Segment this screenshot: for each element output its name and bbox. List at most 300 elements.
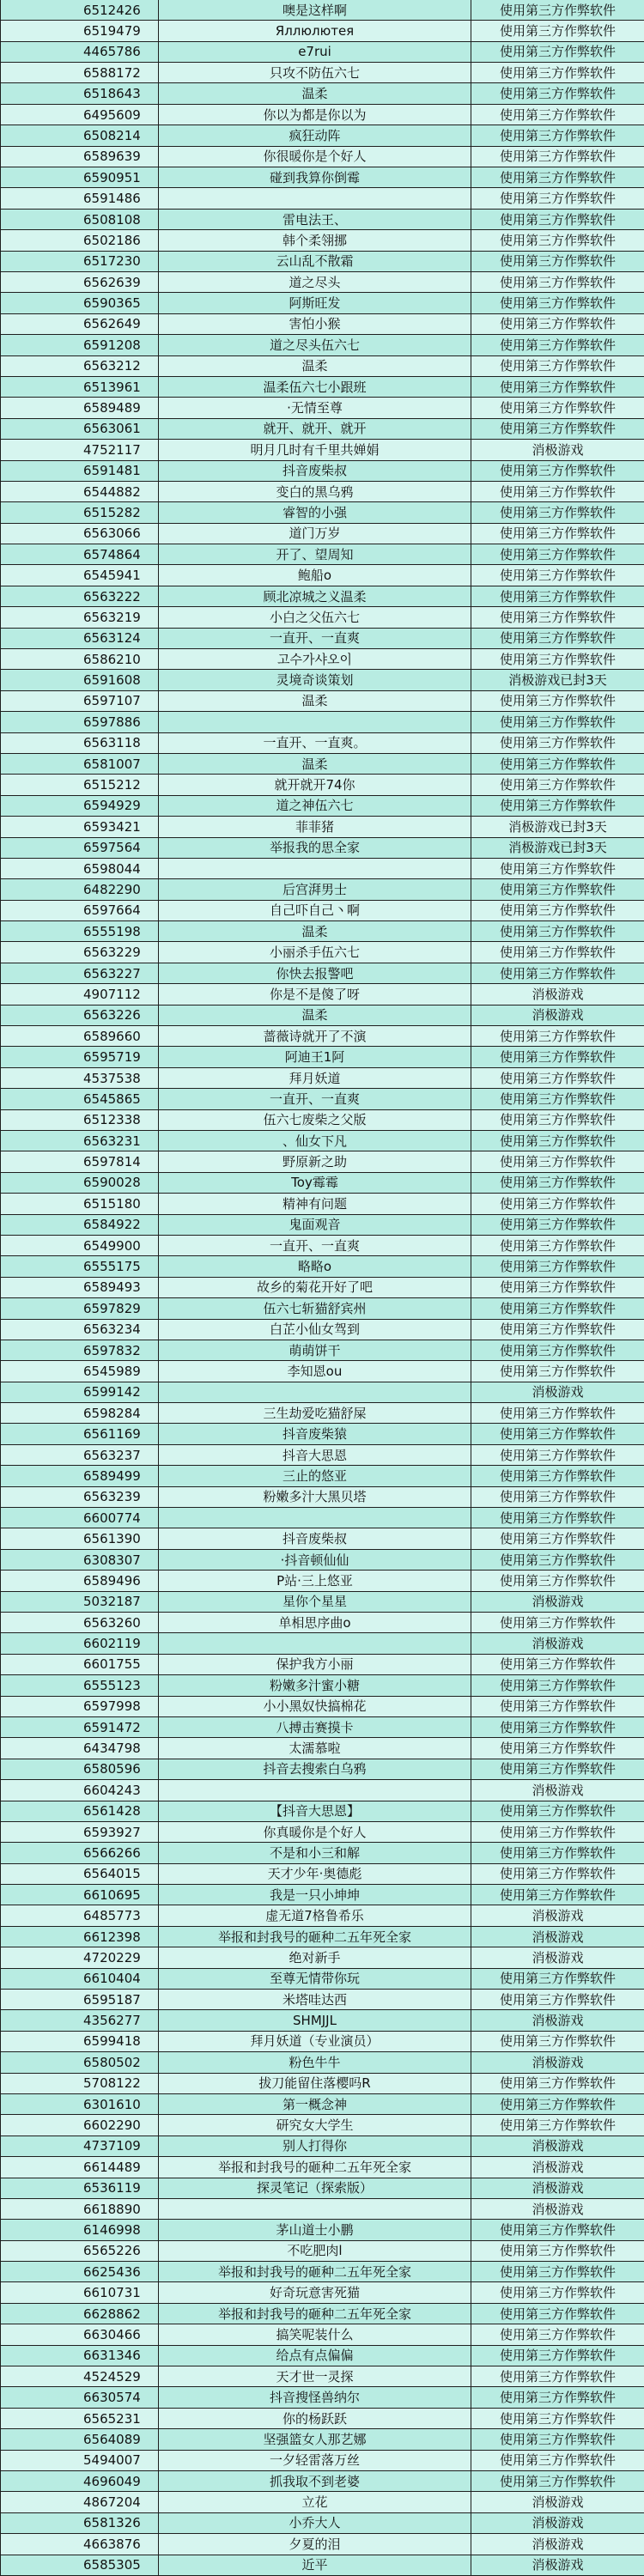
ban-reason-cell: 使用第三方作弊软件 (471, 2282, 644, 2303)
player-id-cell: 6604243 (1, 1780, 159, 1801)
ban-reason-cell: 使用第三方作弊软件 (471, 460, 644, 481)
table-row (1, 1843, 644, 1863)
ban-reason-cell: 使用第三方作弊软件 (471, 188, 644, 209)
ban-reason-cell: 使用第三方作弊软件 (471, 963, 644, 983)
table-row (1, 376, 644, 397)
ban-reason-cell: 使用第三方作弊软件 (471, 313, 644, 334)
player-id-cell: 6591472 (1, 1716, 159, 1737)
ban-reason-cell: 使用第三方作弊软件 (471, 1172, 644, 1193)
player-id-cell: 6434798 (1, 1738, 159, 1759)
player-id-cell: 6600774 (1, 1508, 159, 1528)
player-name-cell: 一直开、一直爽。 (159, 732, 471, 753)
ban-reason-cell: 使用第三方作弊软件 (471, 2450, 644, 2470)
player-id-cell: 4720229 (1, 1947, 159, 1968)
player-id-cell: 6618890 (1, 2198, 159, 2219)
ban-reason-cell: 使用第三方作弊软件 (471, 209, 644, 229)
ban-reason-cell: 消极游戏 (471, 2157, 644, 2178)
player-name-cell: 、仙女下凡 (159, 1131, 471, 1151)
table-row (1, 1633, 644, 1654)
ban-reason-cell: 使用第三方作弊软件 (471, 1571, 644, 1591)
ban-reason-cell: 使用第三方作弊软件 (471, 2429, 644, 2450)
ban-reason-cell: 使用第三方作弊软件 (471, 335, 644, 355)
ban-reason-cell: 使用第三方作弊软件 (471, 1696, 644, 1716)
player-id-cell: 6536119 (1, 2178, 159, 2198)
player-id-cell: 6563226 (1, 1005, 159, 1025)
player-name-cell: e7rui (159, 41, 471, 62)
ban-reason-cell: 使用第三方作弊软件 (471, 2220, 644, 2240)
ban-reason-cell: 使用第三方作弊软件 (471, 293, 644, 313)
ban-reason-cell: 使用第三方作弊软件 (471, 2240, 644, 2261)
table-row (1, 921, 644, 942)
player-name-cell: 自己吓自己丶啊 (159, 900, 471, 920)
ban-reason-cell: 消极游戏 (471, 1591, 644, 1612)
ban-reason-cell: 消极游戏 (471, 1905, 644, 1926)
player-id-cell: 6562649 (1, 313, 159, 334)
ban-reason-cell: 使用第三方作弊软件 (471, 1549, 644, 1570)
player-name-cell: 明月几时有千里共婵娟 (159, 440, 471, 460)
player-id-cell: 4356277 (1, 2010, 159, 2031)
ban-reason-cell: 使用第三方作弊软件 (471, 0, 644, 21)
player-name-cell: 举报我的思全家 (159, 837, 471, 858)
player-id-cell: 6555175 (1, 1256, 159, 1277)
table-row (1, 1340, 644, 1360)
player-name-cell: 你真暖你是个好人 (159, 1821, 471, 1842)
player-id-cell: 6561169 (1, 1424, 159, 1444)
player-id-cell: 6595187 (1, 1990, 159, 2010)
player-name-cell: 就开、就开、就开 (159, 418, 471, 439)
player-id-cell: 6591208 (1, 335, 159, 355)
table-row (1, 1738, 644, 1759)
ban-reason-cell: 使用第三方作弊软件 (471, 1089, 644, 1109)
player-id-cell: 6482290 (1, 879, 159, 900)
ban-reason-cell: 使用第三方作弊软件 (471, 1486, 644, 1507)
ban-reason-cell: 使用第三方作弊软件 (471, 795, 644, 816)
table-row (1, 1194, 644, 1214)
player-id-cell: 6565226 (1, 2240, 159, 2261)
table-row (1, 1403, 644, 1424)
player-id-cell: 6594929 (1, 795, 159, 816)
player-name-cell: 只攻不防伍六七 (159, 63, 471, 83)
player-id-cell: 6508108 (1, 209, 159, 229)
player-id-cell: 4537538 (1, 1067, 159, 1088)
ban-reason-cell: 消极游戏 (471, 2178, 644, 2198)
player-name-cell: 不是和小三和解 (159, 1843, 471, 1863)
player-name-cell: 【抖音大思恩】 (159, 1801, 471, 1821)
table-row (1, 2240, 644, 2261)
table-row (1, 2198, 644, 2219)
player-name-cell: 粉色牛牛 (159, 2052, 471, 2073)
player-id-cell: 6589660 (1, 1026, 159, 1047)
table-row (1, 2471, 644, 2492)
ban-reason-cell: 消极游戏 (471, 1633, 644, 1654)
ban-reason-cell: 使用第三方作弊软件 (471, 1675, 644, 1696)
player-id-cell: 5494007 (1, 2450, 159, 2470)
table-row (1, 1528, 644, 1549)
ban-reason-cell: 使用第三方作弊软件 (471, 775, 644, 795)
ban-reason-cell: 消极游戏 (471, 2136, 644, 2156)
player-id-cell: 6563260 (1, 1612, 159, 1632)
player-name-cell: 野原新之助 (159, 1151, 471, 1172)
table-row (1, 167, 644, 188)
table-row (1, 1926, 644, 1947)
player-id-cell: 6630574 (1, 2387, 159, 2408)
table-row (1, 1716, 644, 1737)
ban-reason-cell: 使用第三方作弊软件 (471, 1990, 644, 2010)
table-row (1, 1131, 644, 1151)
table-row (1, 293, 644, 313)
player-name-cell: 睿智的小强 (159, 502, 471, 523)
ban-reason-cell: 使用第三方作弊软件 (471, 921, 644, 942)
player-name-cell: 后宫湃男士 (159, 879, 471, 900)
player-id-cell: 4907112 (1, 984, 159, 1005)
ban-reason-cell: 使用第三方作弊软件 (471, 1821, 644, 1842)
player-id-cell: 6545989 (1, 1361, 159, 1382)
player-id-cell: 6563118 (1, 732, 159, 753)
player-name-cell: 至尊无情带你玩 (159, 1968, 471, 1989)
ban-reason-cell: 使用第三方作弊软件 (471, 230, 644, 251)
ban-reason-cell: 使用第三方作弊软件 (471, 1528, 644, 1549)
player-name-cell: 米塔哇达西 (159, 1990, 471, 2010)
player-id-cell: 6590028 (1, 1172, 159, 1193)
table-row (1, 1298, 644, 1319)
player-name-cell: 一直开、一直爽 (159, 628, 471, 648)
ban-reason-cell: 使用第三方作弊软件 (471, 1047, 644, 1067)
player-name-cell: ·抖音顿仙仙 (159, 1549, 471, 1570)
table-row (1, 670, 644, 690)
player-name-cell: 你的杨跃跃 (159, 2408, 471, 2428)
ban-reason-cell: 使用第三方作弊软件 (471, 167, 644, 188)
player-id-cell: 6590951 (1, 167, 159, 188)
ban-reason-cell: 使用第三方作弊软件 (471, 146, 644, 167)
player-name-cell: 鲍船o (159, 565, 471, 586)
player-id-cell: 6563237 (1, 1444, 159, 1465)
player-name-cell: 云山乱不散霜 (159, 251, 471, 271)
table-row (1, 2429, 644, 2450)
player-id-cell: 6630466 (1, 2324, 159, 2345)
table-row (1, 1005, 644, 1025)
player-name-cell: 你是不是傻了呀 (159, 984, 471, 1005)
player-id-cell: 6593421 (1, 817, 159, 837)
player-id-cell: 6581007 (1, 753, 159, 774)
table-row (1, 440, 644, 460)
ban-reason-cell: 消极游戏 (471, 2555, 644, 2575)
player-id-cell: 6512426 (1, 0, 159, 21)
table-row (1, 1067, 644, 1088)
ban-reason-cell: 使用第三方作弊软件 (471, 2324, 644, 2345)
table-row (1, 460, 644, 481)
player-name-cell: Toy霉霉 (159, 1172, 471, 1193)
player-id-cell: 6588172 (1, 63, 159, 83)
ban-reason-cell: 使用第三方作弊软件 (471, 1067, 644, 1088)
player-id-cell: 6590365 (1, 293, 159, 313)
table-row (1, 690, 644, 711)
player-name-cell: 拔刀能留住落樱吗R (159, 2073, 471, 2093)
ban-reason-cell: 使用第三方作弊软件 (471, 376, 644, 397)
table-row (1, 271, 644, 292)
ban-reason-cell: 使用第三方作弊软件 (471, 544, 644, 565)
player-id-cell: 6545865 (1, 1089, 159, 1109)
ban-reason-cell: 使用第三方作弊软件 (471, 1298, 644, 1319)
player-id-cell: 6549900 (1, 1235, 159, 1255)
ban-reason-cell: 使用第三方作弊软件 (471, 21, 644, 41)
player-name-cell: 虚无道7格鲁希乐 (159, 1905, 471, 1926)
player-id-cell: 6561428 (1, 1801, 159, 1821)
ban-reason-cell: 使用第三方作弊软件 (471, 2408, 644, 2428)
ban-reason-cell: 使用第三方作弊软件 (471, 1403, 644, 1424)
table-row (1, 1235, 644, 1255)
player-name-cell: 坚强篮女人那艺娜 (159, 2429, 471, 2450)
player-id-cell: 6585305 (1, 2555, 159, 2575)
ban-reason-cell: 使用第三方作弊软件 (471, 2262, 644, 2282)
player-name-cell: 星你个星星 (159, 1591, 471, 1612)
ban-reason-cell: 使用第三方作弊软件 (471, 942, 644, 963)
player-name-cell: 抓我取不到老婆 (159, 2471, 471, 2492)
player-name-cell: Яллюлютея (159, 21, 471, 41)
table-row (1, 1571, 644, 1591)
player-name-cell: 伍六七废柴之父版 (159, 1109, 471, 1130)
player-name-cell (159, 188, 471, 209)
player-name-cell: 单相思序曲o (159, 1612, 471, 1632)
table-row (1, 1612, 644, 1632)
ban-reason-cell: 使用第三方作弊软件 (471, 104, 644, 125)
table-row (1, 900, 644, 920)
player-id-cell: 6591481 (1, 460, 159, 481)
table-row (1, 41, 644, 62)
player-id-cell: 6563124 (1, 628, 159, 648)
table-row (1, 2262, 644, 2282)
player-name-cell: 抖音废柴叔 (159, 1528, 471, 1549)
player-id-cell: 6508214 (1, 125, 159, 146)
table-row (1, 251, 644, 271)
player-name-cell: 害怕小猴 (159, 313, 471, 334)
player-name-cell: 抖音去搜索白乌鸦 (159, 1759, 471, 1779)
table-row (1, 1151, 644, 1172)
table-row (1, 1549, 644, 1570)
player-id-cell: 6308307 (1, 1549, 159, 1570)
player-name-cell: 温柔 (159, 753, 471, 774)
player-id-cell: 6555198 (1, 921, 159, 942)
table-row (1, 209, 644, 229)
player-id-cell: 6580596 (1, 1759, 159, 1779)
ban-reason-cell: 使用第三方作弊软件 (471, 1256, 644, 1277)
table-row (1, 1382, 644, 1402)
table-row (1, 1863, 644, 1884)
player-name-cell: 温柔 (159, 921, 471, 942)
player-id-cell: 6597107 (1, 690, 159, 711)
player-name-cell: P站·三上悠亚 (159, 1571, 471, 1591)
ban-reason-cell: 使用第三方作弊软件 (471, 1361, 644, 1382)
player-id-cell: 6610404 (1, 1968, 159, 1989)
ban-reason-cell: 使用第三方作弊软件 (471, 502, 644, 523)
table-row (1, 188, 644, 209)
player-id-cell: 6495609 (1, 104, 159, 125)
player-id-cell: 6595719 (1, 1047, 159, 1067)
player-id-cell: 6301610 (1, 2093, 159, 2114)
ban-reason-cell: 使用第三方作弊软件 (471, 1214, 644, 1235)
player-name-cell: 不吃肥肉l (159, 2240, 471, 2261)
player-id-cell: 6562639 (1, 271, 159, 292)
ban-reason-cell: 使用第三方作弊软件 (471, 1508, 644, 1528)
ban-reason-cell: 使用第三方作弊软件 (471, 586, 644, 606)
player-id-cell: 6513961 (1, 376, 159, 397)
table-row (1, 1047, 644, 1067)
table-row (1, 732, 644, 753)
player-id-cell: 6563219 (1, 607, 159, 628)
player-name-cell (159, 1633, 471, 1654)
ban-reason-cell: 使用第三方作弊软件 (471, 355, 644, 376)
ban-reason-cell: 使用第三方作弊软件 (471, 1759, 644, 1779)
player-id-cell: 6631346 (1, 2345, 159, 2366)
player-name-cell: 保护我方小丽 (159, 1654, 471, 1674)
table-row (1, 2093, 644, 2114)
ban-reason-cell: 使用第三方作弊软件 (471, 2031, 644, 2051)
player-name-cell: 白芷小仙女驾到 (159, 1319, 471, 1340)
table-row (1, 1885, 644, 1905)
player-id-cell: 6591486 (1, 188, 159, 209)
ban-reason-cell: 使用第三方作弊软件 (471, 481, 644, 501)
ban-reason-cell: 使用第三方作弊软件 (471, 628, 644, 648)
table-row (1, 2220, 644, 2240)
player-id-cell: 6515212 (1, 775, 159, 795)
table-row (1, 2031, 644, 2051)
player-id-cell: 6581326 (1, 2512, 159, 2533)
player-name-cell: 灵境奇谈策划 (159, 670, 471, 690)
player-name-cell: 李知恩ou (159, 1361, 471, 1382)
table-row (1, 1654, 644, 1674)
table-row (1, 858, 644, 878)
table-row (1, 795, 644, 816)
table-row (1, 146, 644, 167)
player-id-cell: 4696049 (1, 2471, 159, 2492)
table-row (1, 1277, 644, 1297)
player-id-cell: 6589639 (1, 146, 159, 167)
table-row (1, 1026, 644, 1047)
player-id-cell: 4737109 (1, 2136, 159, 2156)
player-name-cell: 研究女大学生 (159, 2115, 471, 2136)
table-row (1, 1905, 644, 1926)
player-id-cell: 6598284 (1, 1403, 159, 1424)
table-row (1, 1968, 644, 1989)
player-id-cell: 6597814 (1, 1151, 159, 1172)
player-id-cell: 6602290 (1, 2115, 159, 2136)
table-row (1, 1319, 644, 1340)
table-row (1, 313, 644, 334)
player-name-cell: 抖音大思恩 (159, 1444, 471, 1465)
table-row (1, 1675, 644, 1696)
player-name-cell: 近平 (159, 2555, 471, 2575)
player-id-cell: 6563066 (1, 523, 159, 544)
player-name-cell: 举报和封我号的砸种二五年死全家 (159, 2157, 471, 2178)
ban-reason-cell: 消极游戏 (471, 440, 644, 460)
player-id-cell: 6586210 (1, 649, 159, 670)
table-row (1, 1256, 644, 1277)
table-row (1, 1109, 644, 1130)
table-row (1, 2303, 644, 2324)
ban-reason-cell: 使用第三方作弊软件 (471, 1194, 644, 1214)
table-row (1, 544, 644, 565)
player-name-cell: 阿迪王1阿 (159, 1047, 471, 1067)
player-id-cell: 6580502 (1, 2052, 159, 2073)
table-row (1, 2136, 644, 2156)
ban-reason-cell: 使用第三方作弊软件 (471, 1885, 644, 1905)
table-row (1, 2366, 644, 2387)
player-name-cell: SHMJJL (159, 2010, 471, 2031)
ban-reason-cell: 消极游戏 (471, 2492, 644, 2512)
player-name-cell: 八搏击赛摸卡 (159, 1716, 471, 1737)
ban-reason-cell: 使用第三方作弊软件 (471, 1863, 644, 1884)
ban-reason-cell: 使用第三方作弊软件 (471, 565, 644, 586)
table-row (1, 2408, 644, 2428)
ban-reason-cell: 使用第三方作弊软件 (471, 607, 644, 628)
ban-reason-cell: 使用第三方作弊软件 (471, 2093, 644, 2114)
table-row (1, 2324, 644, 2345)
player-name-cell: 三止的悠亚 (159, 1466, 471, 1486)
player-id-cell: 6512338 (1, 1109, 159, 1130)
table-row (1, 21, 644, 41)
player-name-cell: 小乔大人 (159, 2512, 471, 2533)
ban-reason-cell: 使用第三方作弊软件 (471, 271, 644, 292)
table-row (1, 1801, 644, 1821)
player-name-cell: 小丽杀手伍六七 (159, 942, 471, 963)
player-id-cell: 6544882 (1, 481, 159, 501)
ban-reason-cell: 使用第三方作弊软件 (471, 1738, 644, 1759)
player-name-cell: 温柔 (159, 355, 471, 376)
table-row (1, 2157, 644, 2178)
player-name-cell: 我是一只小坤坤 (159, 1885, 471, 1905)
table-row (1, 83, 644, 104)
ban-reason-cell: 使用第三方作弊软件 (471, 523, 644, 544)
table-row (1, 837, 644, 858)
ban-reason-cell: 消极游戏 (471, 984, 644, 1005)
ban-reason-cell: 使用第三方作弊软件 (471, 879, 644, 900)
table-row (1, 753, 644, 774)
player-id-cell: 6566266 (1, 1843, 159, 1863)
table-row (1, 1780, 644, 1801)
table-row (1, 1424, 644, 1444)
table-row (1, 628, 644, 648)
ban-reason-cell: 使用第三方作弊软件 (471, 1612, 644, 1632)
player-name-cell: 道门万岁 (159, 523, 471, 544)
player-name-cell: 举报和封我号的砸种二五年死全家 (159, 2262, 471, 2282)
table-row (1, 2115, 644, 2136)
player-id-cell: 6564089 (1, 2429, 159, 2450)
table-row (1, 879, 644, 900)
player-id-cell: 6561390 (1, 1528, 159, 1549)
player-id-cell: 6563061 (1, 418, 159, 439)
table-row (1, 1947, 644, 1968)
table-row (1, 2282, 644, 2303)
table-row (1, 1172, 644, 1193)
player-name-cell: 萌萌饼干 (159, 1340, 471, 1360)
player-name-cell: 碰到我算你倒霉 (159, 167, 471, 188)
table-row (1, 1591, 644, 1612)
ban-reason-cell: 使用第三方作弊软件 (471, 690, 644, 711)
player-name-cell: 你很暖你是个好人 (159, 146, 471, 167)
player-id-cell: 6563239 (1, 1486, 159, 1507)
ban-reason-cell: 使用第三方作弊软件 (471, 1151, 644, 1172)
player-name-cell: 开了、望周知 (159, 544, 471, 565)
player-name-cell: 고수가샤오이 (159, 649, 471, 670)
ban-reason-cell: 使用第三方作弊软件 (471, 732, 644, 753)
player-name-cell: 你快去报警吧 (159, 963, 471, 983)
table-row (1, 1214, 644, 1235)
player-id-cell: 6563212 (1, 355, 159, 376)
player-id-cell: 6563227 (1, 963, 159, 983)
ban-reason-cell: 使用第三方作弊软件 (471, 1026, 644, 1047)
table-row (1, 586, 644, 606)
player-name-cell (159, 2198, 471, 2219)
player-name-cell: 茅山道士小鹏 (159, 2220, 471, 2240)
